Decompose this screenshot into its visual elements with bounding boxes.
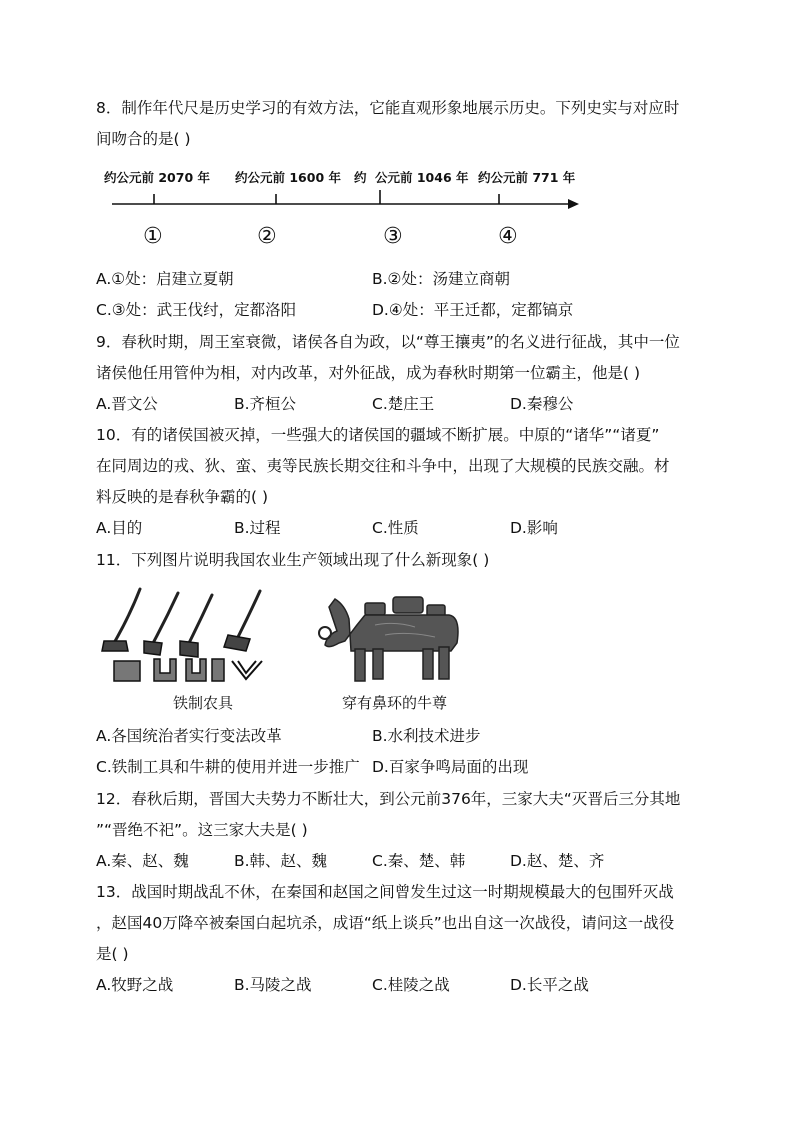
q11-option-a[interactable]: A.各国统治者实行变法改革 xyxy=(96,727,282,745)
ox-zun-image xyxy=(315,585,465,685)
q9-stem-line2: 诸侯他任用管仲为相，对内改革，对外征战，成为春秋时期第一位霸主，他是( ) xyxy=(96,364,641,382)
q9-stem-line1: 9．春秋时期，周王室衰微，诸侯各自为政，以“尊王攘夷”的名义进行征战，其中一位 xyxy=(96,333,680,351)
timeline-marker-2: ② xyxy=(257,224,277,249)
timeline-label-3a: 约 xyxy=(354,170,367,185)
caption-iron-tools: 铁制农具 xyxy=(173,694,234,712)
q10-option-c[interactable]: C.性质 xyxy=(372,519,419,537)
q10-stem-line1: 10．有的诸侯国被灭掉，一些强大的诸侯国的疆域不断扩展。中原的“诸华”“诸夏” xyxy=(96,426,660,444)
q12-option-b[interactable]: B.韩、赵、魏 xyxy=(234,852,328,870)
timeline-label-3b: 公元前 1046 年 xyxy=(375,170,469,185)
q10-option-b[interactable]: B.过程 xyxy=(234,519,281,537)
timeline-marker-1: ① xyxy=(143,224,163,249)
q8-option-d[interactable]: D.④处：平王迁都，定都镐京 xyxy=(372,301,574,319)
iron-farm-tools-image xyxy=(100,585,270,685)
caption-ox-zun: 穿有鼻环的牛尊 xyxy=(342,694,448,712)
q8-option-b[interactable]: B.②处：汤建立商朝 xyxy=(372,270,510,288)
q10-stem-line2: 在同周边的戎、狄、蛮、夷等民族长期交往和斗争中，出现了大规模的民族交融。材 xyxy=(96,457,670,475)
q13-stem-line2: ，赵国40万降卒被秦国白起坑杀，成语“纸上谈兵”也出自这一次战役，请问这一战役 xyxy=(96,914,675,932)
q11-option-b[interactable]: B.水利技术进步 xyxy=(372,727,481,745)
q10-option-a[interactable]: A.目的 xyxy=(96,519,143,537)
q13-option-a[interactable]: A.牧野之战 xyxy=(96,976,174,994)
q11-stem-line1: 11．下列图片说明我国农业生产领域出现了什么新现象( ) xyxy=(96,551,490,569)
q8-stem-line1: 8．制作年代尺是历史学习的有效方法，它能直观形象地展示历史。下列史实与对应时 xyxy=(96,99,680,117)
q11-option-d[interactable]: D.百家争鸣局面的出现 xyxy=(372,758,529,776)
timeline-marker-4: ④ xyxy=(498,224,518,249)
q9-option-d[interactable]: D.秦穆公 xyxy=(510,395,574,413)
q12-stem-line1: 12．春秋后期，晋国大夫势力不断壮大，到公元前376年，三家大夫“灭晋后三分其地 xyxy=(96,790,681,808)
q8-stem-line2: 间吻合的是( ) xyxy=(96,130,191,148)
q13-stem-line3: 是( ) xyxy=(96,945,129,963)
q9-option-a[interactable]: A.晋文公 xyxy=(96,395,158,413)
q11-option-c[interactable]: C.铁制工具和牛耕的使用并进一步推广 xyxy=(96,758,360,776)
q10-option-d[interactable]: D.影响 xyxy=(510,519,558,537)
q12-option-c[interactable]: C.秦、楚、韩 xyxy=(372,852,466,870)
q12-option-d[interactable]: D.赵、楚、齐 xyxy=(510,852,605,870)
timeline-axis xyxy=(0,186,794,226)
timeline-label-1: 约公元前 2070 年 xyxy=(104,170,210,185)
timeline-marker-3: ③ xyxy=(383,224,403,249)
q8-option-c[interactable]: C.③处：武王伐纣，定都洛阳 xyxy=(96,301,297,319)
q13-option-c[interactable]: C.桂陵之战 xyxy=(372,976,450,994)
q10-stem-line3: 料反映的是春秋争霸的( ) xyxy=(96,488,269,506)
timeline-label-2: 约公元前 1600 年 xyxy=(235,170,341,185)
q12-stem-line2: ”“晋绝不祀”。这三家大夫是( ) xyxy=(96,821,308,839)
q13-option-d[interactable]: D.长平之战 xyxy=(510,976,589,994)
q12-option-a[interactable]: A.秦、赵、魏 xyxy=(96,852,189,870)
q13-stem-line1: 13．战国时期战乱不休，在秦国和赵国之间曾发生过这一时期规模最大的包围歼灭战 xyxy=(96,883,674,901)
q8-option-a[interactable]: A.①处：启建立夏朝 xyxy=(96,270,234,288)
q9-option-b[interactable]: B.齐桓公 xyxy=(234,395,297,413)
q9-option-c[interactable]: C.楚庄王 xyxy=(372,395,435,413)
timeline-label-4: 约公元前 771 年 xyxy=(478,170,576,185)
q13-option-b[interactable]: B.马陵之战 xyxy=(234,976,312,994)
